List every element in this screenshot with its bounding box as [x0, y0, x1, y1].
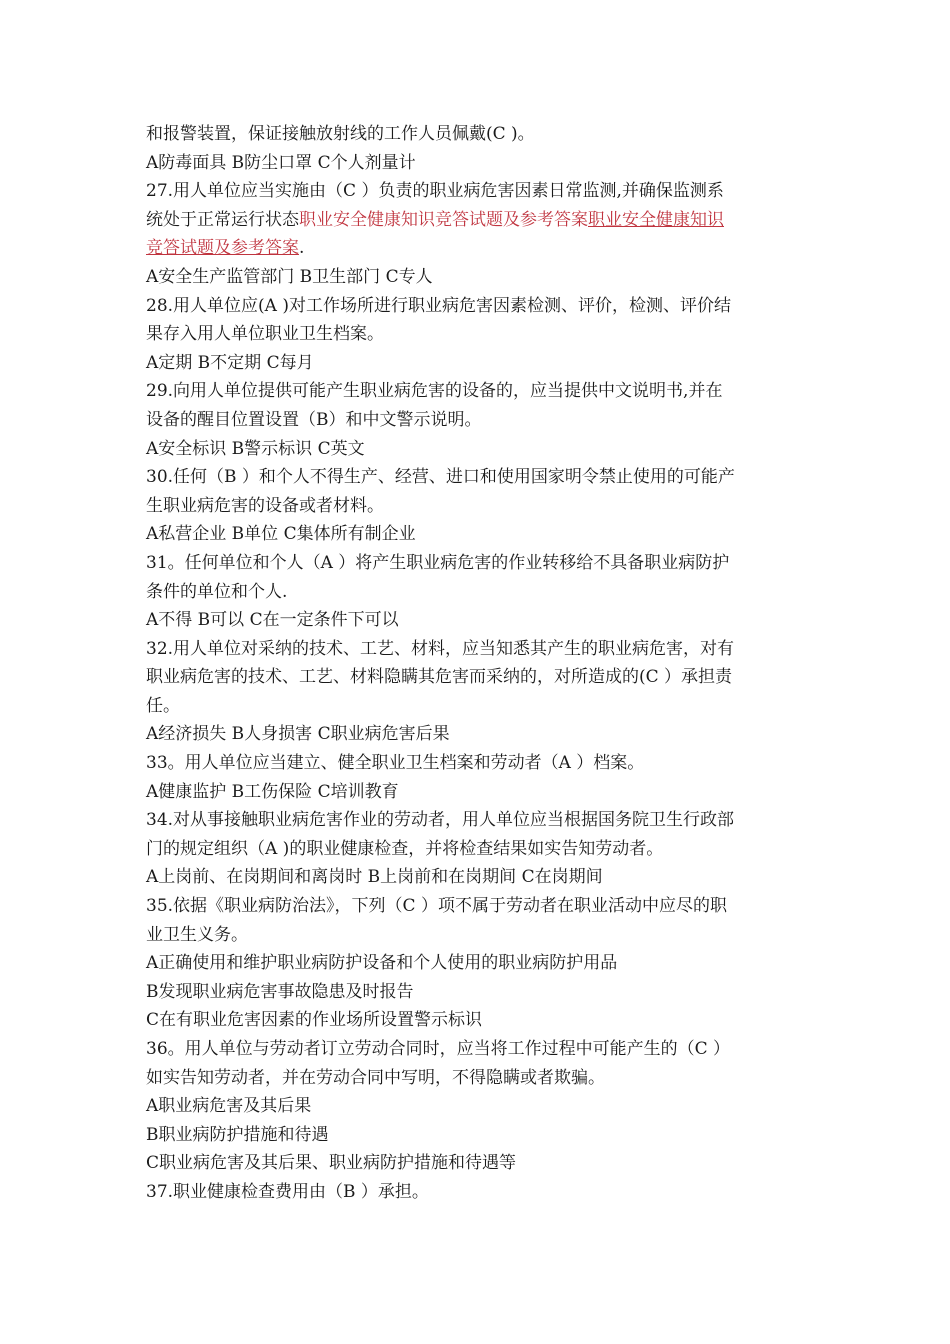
related-doc-link[interactable]: 职业安全健康知识竞答试题及参考答案 [299, 209, 588, 230]
text-line: 和报警装置，保证接触放射线的工作人员佩戴(C )。 [146, 124, 535, 144]
text-line: 门的规定组织（A )的职业健康检查，并将检查结果如实告知劳动者。 [146, 838, 664, 859]
answer-options: A不得 B可以 C在一定条件下可以 [146, 610, 399, 631]
text-line-with-link [146, 234, 806, 263]
text-line-with-links [146, 206, 806, 235]
answer-options: A健康监护 B工伤保险 C培训教育 [146, 781, 399, 802]
answer-options: A定期 B不定期 C每月 [146, 352, 314, 373]
question-30: 30.任何（B ）和个人不得生产、经营、进口和使用国家明令禁止使用的可能产 [146, 467, 735, 488]
answer-options: A上岗前、在岗期间和离岗时 B上岗前和在岗期间 C在岗期间 [146, 867, 603, 888]
answer-options: A私营企业 B单位 C集体所有制企业 [146, 524, 416, 545]
question-34: 34.对从事接触职业病危害作业的劳动者，用人单位应当根据国务院卫生行政部 [146, 810, 735, 831]
question-37: 37.职业健康检查费用由（B ）承担。 [146, 1181, 429, 1202]
related-doc-link-underlined[interactable]: 职业安全健康知识 [588, 209, 724, 230]
question-33: 33。用人单位应当建立、健全职业卫生档案和劳动者（A ）档案。 [146, 753, 645, 774]
answer-options: A安全生产监管部门 B卫生部门 C专人 [146, 266, 433, 287]
question-36: 36。用人单位与劳动者订立劳动合同时，应当将工作过程中可能产生的（C ） [146, 1039, 731, 1059]
answer-option-a: A职业病危害及其后果 [146, 1096, 312, 1117]
answer-option-c: C职业病危害及其后果、职业病防护措施和待遇等 [146, 1153, 517, 1174]
answer-options: A防毒面具 B防尘口罩 C个人剂量计 [146, 152, 416, 173]
text-line: 条件的单位和个人. [146, 581, 288, 602]
question-28: 28.用人单位应(A )对工作场所进行职业病危害因素检测、评价，检测、评价结 [146, 295, 731, 316]
text-line: 生职业病危害的设备或者材料。 [146, 495, 384, 516]
answer-option-b: B职业病防护措施和待遇 [146, 1124, 329, 1145]
question-35: 35.依据《职业病防治法》，下列（C ）项不属于劳动者在职业活动中应尽的职 [146, 896, 727, 917]
answer-option-b: B发现职业病危害事故隐患及时报告 [146, 981, 414, 1002]
answer-options: A经济损失 B人身损害 C职业病危害后果 [146, 724, 450, 745]
related-doc-link-underlined-continued[interactable]: 竞答试题及参考答案 [146, 238, 299, 259]
question-29: 29.向用人单位提供可能产生职业病危害的设备的，应当提供中文说明书,并在 [146, 381, 723, 402]
text-segment: . [299, 238, 305, 259]
text-line: 职业病危害的技术、工艺、材料隐瞒其危害而采纳的，对所造成的(C ）承担责 [146, 667, 733, 688]
answer-options: A安全标识 B警示标识 C英文 [146, 438, 365, 459]
text-line: 业卫生义务。 [146, 924, 248, 945]
question-31: 31。任何单位和个人（A ）将产生职业病危害的作业转移给不具备职业病防护 [146, 552, 730, 573]
document-page [146, 120, 806, 1207]
text-line: 如实告知劳动者，并在劳动合同中写明，不得隐瞒或者欺骗。 [146, 1067, 605, 1088]
answer-option-a: A正确使用和维护职业病防护设备和个人使用的职业病防护用品 [146, 953, 618, 974]
question-27: 27.用人单位应当实施由（C ）负责的职业病危害因素日常监测,并确保监测系 [146, 181, 724, 202]
text-line: 设备的醒目位置设置（B）和中文警示说明。 [146, 409, 482, 430]
text-line: 任。 [146, 695, 180, 716]
text-line: 果存入用人单位职业卫生档案。 [146, 324, 384, 345]
text-segment: 统处于正常运行状态 [146, 209, 299, 230]
answer-option-c: C在有职业危害因素的作业场所设置警示标识 [146, 1010, 483, 1031]
question-32: 32.用人单位对采纳的技术、工艺、材料，应当知悉其产生的职业病危害，对有 [146, 638, 735, 659]
